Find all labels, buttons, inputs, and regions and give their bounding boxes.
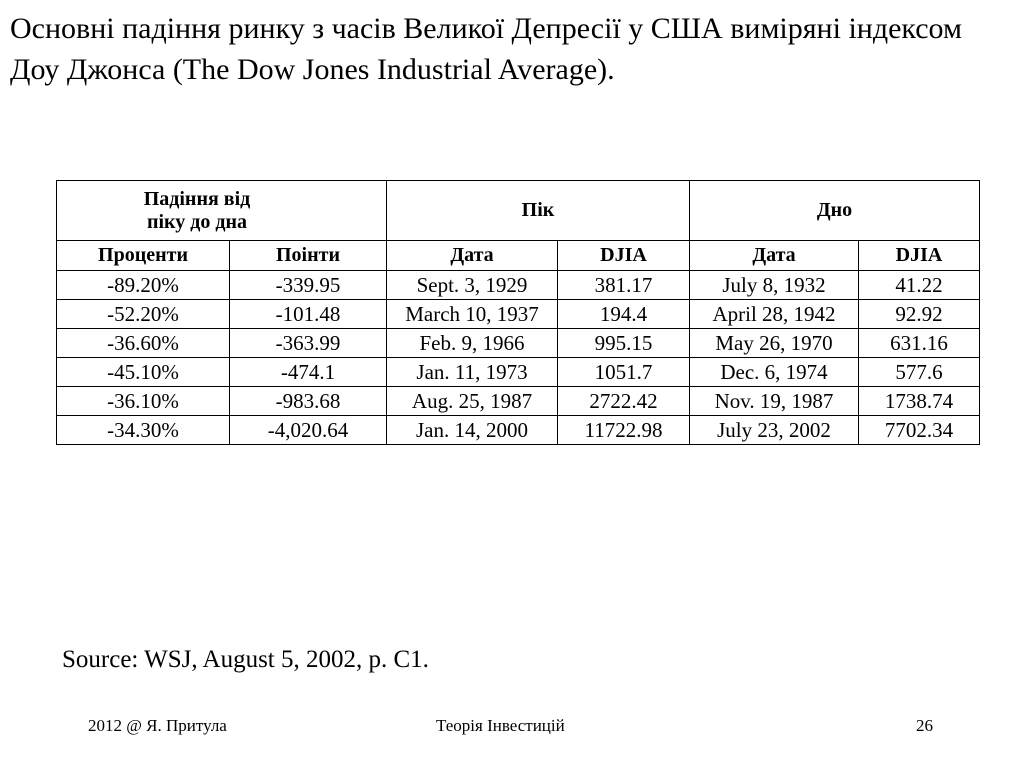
table-row: [57, 358, 980, 387]
group-header-bottom: Дно: [690, 181, 980, 241]
cell-percent: -36.60%: [57, 329, 230, 358]
cell-points: -339.95: [230, 271, 387, 300]
column-header-peak-djia: DJIA: [558, 241, 690, 271]
cell-points: -4,020.64: [230, 416, 387, 445]
cell-percent: -36.10%: [57, 387, 230, 416]
cell-points: -101.48: [230, 300, 387, 329]
cell-peak-djia: 194.4: [558, 300, 690, 329]
table-row: [57, 329, 980, 358]
cell-points: -474.1: [230, 358, 387, 387]
column-header-peak-date: Дата: [387, 241, 558, 271]
cell-points: -363.99: [230, 329, 387, 358]
cell-peak-djia: 2722.42: [558, 387, 690, 416]
cell-bottom-date: April 28, 1942: [690, 300, 859, 329]
cell-bottom-date: Nov. 19, 1987: [690, 387, 859, 416]
source-note: Source: WSJ, August 5, 2002, p. C1.: [62, 646, 429, 673]
cell-peak-djia: 995.15: [558, 329, 690, 358]
cell-peak-djia: 1051.7: [558, 358, 690, 387]
cell-peak-djia: 11722.98: [558, 416, 690, 445]
cell-percent: -45.10%: [57, 358, 230, 387]
footer-course-title: Теорія Інвестицій: [436, 716, 565, 735]
cell-bottom-djia: 631.16: [859, 329, 980, 358]
cell-bottom-date: July 8, 1932: [690, 271, 859, 300]
cell-bottom-djia: 1738.74: [859, 387, 980, 416]
group-header-row: [57, 181, 980, 241]
column-header-points: Поінти: [230, 241, 387, 271]
cell-percent: -89.20%: [57, 271, 230, 300]
cell-percent: -34.30%: [57, 416, 230, 445]
group-header-drop: Падіння від піку до дна: [57, 181, 387, 241]
table-row: [57, 300, 980, 329]
cell-peak-date: Sept. 3, 1929: [387, 271, 558, 300]
cell-percent: -52.20%: [57, 300, 230, 329]
cell-peak-date: March 10, 1937: [387, 300, 558, 329]
column-header-bottom-djia: DJIA: [859, 241, 980, 271]
cell-peak-date: Jan. 11, 1973: [387, 358, 558, 387]
cell-bottom-date: Dec. 6, 1974: [690, 358, 859, 387]
cell-peak-date: Jan. 14, 2000: [387, 416, 558, 445]
market-crashes-table: [56, 180, 980, 445]
column-header-percent: Проценти: [57, 241, 230, 271]
column-header-bottom-date: Дата: [690, 241, 859, 271]
table-row: [57, 416, 980, 445]
cell-bottom-djia: 7702.34: [859, 416, 980, 445]
group-header-peak: Пік: [387, 181, 690, 241]
cell-peak-date: Feb. 9, 1966: [387, 329, 558, 358]
cell-points: -983.68: [230, 387, 387, 416]
cell-bottom-djia: 92.92: [859, 300, 980, 329]
footer-author: 2012 @ Я. Притула: [88, 716, 227, 735]
slide-title: Основні падіння ринку з часів Великої Депресії у США виміряні індексом Доу Джонса (The Dow Jones Industrial Average).: [10, 12, 962, 86]
cell-peak-djia: 381.17: [558, 271, 690, 300]
cell-bottom-djia: 577.6: [859, 358, 980, 387]
column-header-row: [57, 241, 980, 271]
table-row: [57, 387, 980, 416]
cell-bottom-date: May 26, 1970: [690, 329, 859, 358]
cell-peak-date: Aug. 25, 1987: [387, 387, 558, 416]
table-row: [57, 271, 980, 300]
footer-page-number: 26: [916, 716, 933, 735]
cell-bottom-djia: 41.22: [859, 271, 980, 300]
cell-bottom-date: July 23, 2002: [690, 416, 859, 445]
